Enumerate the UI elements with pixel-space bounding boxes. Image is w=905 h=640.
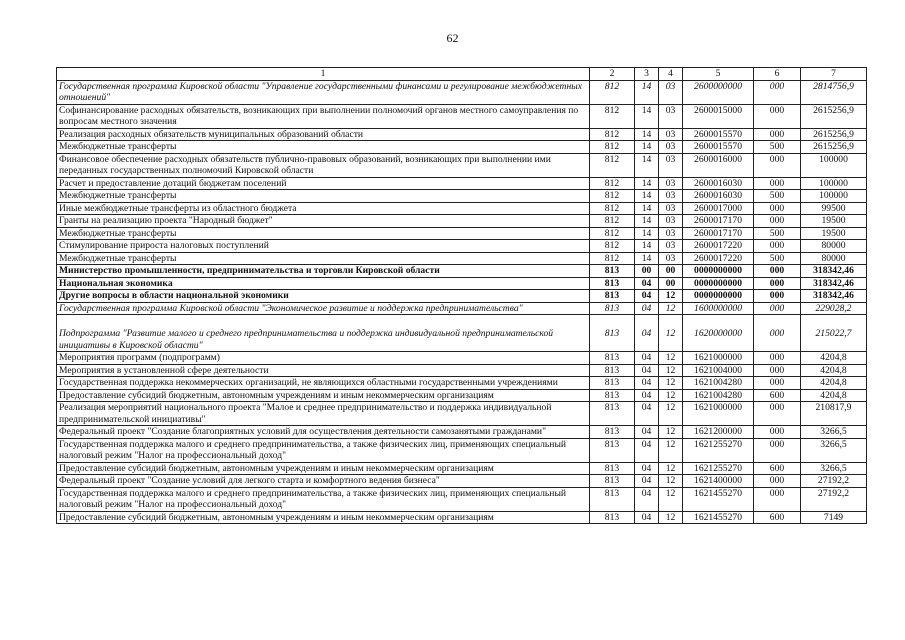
cell-subsection: 12 [659, 377, 683, 390]
cell-admin-code: 812 [590, 240, 635, 253]
cell-amount: 3266,5 [801, 462, 867, 475]
cell-subsection: 12 [659, 290, 683, 303]
cell-name: Софинансирование расходных обязательств, возникающих при выполнении полномочий органов местного самоуправления по вопросам местного значения [57, 104, 590, 128]
cell-target-article: 0000000000 [683, 290, 754, 303]
cell-amount: 99500 [801, 202, 867, 215]
cell-target-article: 1621000000 [683, 402, 754, 426]
table-row [57, 240, 867, 253]
cell-expense-type: 000 [754, 352, 801, 365]
column-header-target-article: 5 [683, 68, 754, 81]
cell-admin-code: 813 [590, 290, 635, 303]
cell-target-article: 1621400000 [683, 475, 754, 488]
table-row [57, 277, 867, 290]
cell-subsection: 03 [659, 104, 683, 128]
cell-subsection: 03 [659, 128, 683, 141]
cell-expense-type: 000 [754, 104, 801, 128]
table-row [57, 215, 867, 228]
cell-subsection: 03 [659, 141, 683, 154]
cell-amount: 4204,8 [801, 377, 867, 390]
budget-table [56, 67, 867, 524]
cell-section: 14 [635, 252, 659, 265]
cell-section: 14 [635, 177, 659, 190]
cell-section: 14 [635, 141, 659, 154]
cell-name: Государственная программа Кировской области "Управление государственными финансами и регулирование межбюджетных отношений" [57, 80, 590, 104]
cell-admin-code: 813 [590, 377, 635, 390]
cell-section: 04 [635, 438, 659, 462]
cell-target-article: 1621004000 [683, 364, 754, 377]
cell-target-article: 2600017220 [683, 252, 754, 265]
cell-name: Федеральный проект "Создание благоприятных условий для осуществления деятельности самозанятыми гражданами" [57, 426, 590, 439]
cell-name: Государственная поддержка малого и среднего предпринимательства, а также физических лиц, применяющих специальный налоговый режим "Налог на профессиональный доход" [57, 438, 590, 462]
cell-target-article: 2600016030 [683, 190, 754, 203]
cell-name: Предоставление субсидий бюджетным, автономным учреждениям и иным некоммерческим организациям [57, 462, 590, 475]
cell-target-article: 2600015000 [683, 104, 754, 128]
cell-section: 04 [635, 352, 659, 365]
table-row [57, 315, 867, 352]
cell-section: 14 [635, 215, 659, 228]
cell-expense-type: 000 [754, 177, 801, 190]
table-row [57, 128, 867, 141]
cell-amount: 80000 [801, 252, 867, 265]
cell-section: 04 [635, 315, 659, 352]
cell-amount: 80000 [801, 240, 867, 253]
cell-admin-code: 812 [590, 141, 635, 154]
cell-expense-type: 000 [754, 202, 801, 215]
cell-admin-code: 813 [590, 402, 635, 426]
cell-admin-code: 813 [590, 487, 635, 511]
cell-section: 04 [635, 389, 659, 402]
cell-section: 04 [635, 377, 659, 390]
cell-amount: 2615256,9 [801, 128, 867, 141]
cell-subsection: 03 [659, 80, 683, 104]
cell-expense-type: 000 [754, 128, 801, 141]
budget-table-body [57, 68, 867, 524]
table-row [57, 487, 867, 511]
cell-subsection: 03 [659, 240, 683, 253]
cell-target-article: 1621200000 [683, 426, 754, 439]
cell-subsection: 12 [659, 475, 683, 488]
cell-section: 04 [635, 277, 659, 290]
cell-amount: 100000 [801, 177, 867, 190]
cell-amount: 4204,8 [801, 352, 867, 365]
cell-target-article: 2600015570 [683, 141, 754, 154]
cell-target-article: 2600016000 [683, 153, 754, 177]
cell-subsection: 12 [659, 462, 683, 475]
cell-target-article: 1621004280 [683, 389, 754, 402]
cell-section: 04 [635, 475, 659, 488]
cell-admin-code: 813 [590, 389, 635, 402]
cell-name: Другие вопросы в области национальной экономики [57, 290, 590, 303]
cell-section: 04 [635, 302, 659, 315]
cell-amount: 27192,2 [801, 487, 867, 511]
table-row [57, 141, 867, 154]
cell-amount: 4204,8 [801, 389, 867, 402]
cell-section: 14 [635, 80, 659, 104]
cell-section: 04 [635, 487, 659, 511]
cell-subsection: 03 [659, 190, 683, 203]
table-header-row [57, 68, 867, 81]
table-row [57, 227, 867, 240]
cell-amount: 27192,2 [801, 475, 867, 488]
cell-target-article: 1621255270 [683, 462, 754, 475]
cell-expense-type: 000 [754, 438, 801, 462]
cell-name: Мероприятия в установленной сфере деятельности [57, 364, 590, 377]
column-header-admin-code: 2 [590, 68, 635, 81]
cell-expense-type: 000 [754, 153, 801, 177]
cell-amount: 3266,5 [801, 426, 867, 439]
cell-amount: 100000 [801, 190, 867, 203]
cell-amount: 4204,8 [801, 364, 867, 377]
cell-name: Межбюджетные трансферты [57, 252, 590, 265]
cell-subsection: 03 [659, 252, 683, 265]
cell-name: Подпрограмма "Развитие малого и среднего предпринимательства и поддержка индивидуальной предпринимательской инициативы в Кировской области" [57, 315, 590, 352]
table-row [57, 252, 867, 265]
column-header-expense-type: 6 [754, 68, 801, 81]
cell-name: Предоставление субсидий бюджетным, автономным учреждениям и иным некоммерческим организациям [57, 389, 590, 402]
cell-expense-type: 000 [754, 364, 801, 377]
cell-expense-type: 000 [754, 290, 801, 303]
cell-subsection: 00 [659, 265, 683, 278]
cell-section: 14 [635, 153, 659, 177]
cell-expense-type: 000 [754, 475, 801, 488]
table-row [57, 190, 867, 203]
cell-target-article: 1621455270 [683, 487, 754, 511]
table-row [57, 80, 867, 104]
table-row [57, 290, 867, 303]
cell-admin-code: 813 [590, 277, 635, 290]
table-row [57, 302, 867, 315]
cell-expense-type: 000 [754, 315, 801, 352]
cell-name: Федеральный проект "Создание условий для легкого старта и комфортного ведения бизнеса" [57, 475, 590, 488]
cell-name: Межбюджетные трансферты [57, 227, 590, 240]
column-header-amount: 7 [801, 68, 867, 81]
cell-expense-type: 000 [754, 265, 801, 278]
cell-target-article: 1621455270 [683, 511, 754, 524]
cell-subsection: 03 [659, 177, 683, 190]
cell-amount: 2615256,9 [801, 141, 867, 154]
cell-section: 14 [635, 202, 659, 215]
cell-section: 04 [635, 462, 659, 475]
cell-name: Реализация расходных обязательств муниципальных образований области [57, 128, 590, 141]
cell-target-article: 2600017000 [683, 202, 754, 215]
cell-name: Расчет и предоставление дотаций бюджетам поселений [57, 177, 590, 190]
cell-admin-code: 812 [590, 104, 635, 128]
cell-amount: 210817,9 [801, 402, 867, 426]
cell-target-article: 0000000000 [683, 265, 754, 278]
cell-target-article: 1620000000 [683, 315, 754, 352]
table-row [57, 377, 867, 390]
table-row [57, 265, 867, 278]
cell-name: Государственная поддержка некоммерческих организаций, не являющихся областными государственными учреждениями [57, 377, 590, 390]
cell-expense-type: 000 [754, 80, 801, 104]
cell-expense-type: 000 [754, 240, 801, 253]
cell-target-article: 2600017170 [683, 215, 754, 228]
cell-section: 14 [635, 104, 659, 128]
cell-admin-code: 813 [590, 265, 635, 278]
cell-target-article: 2600017220 [683, 240, 754, 253]
cell-subsection: 12 [659, 389, 683, 402]
cell-section: 14 [635, 227, 659, 240]
cell-section: 14 [635, 240, 659, 253]
cell-expense-type: 600 [754, 389, 801, 402]
cell-admin-code: 813 [590, 302, 635, 315]
table-row [57, 462, 867, 475]
cell-target-article: 1621255270 [683, 438, 754, 462]
cell-section: 04 [635, 290, 659, 303]
column-header-section: 3 [635, 68, 659, 81]
cell-subsection: 12 [659, 438, 683, 462]
cell-subsection: 12 [659, 426, 683, 439]
cell-name: Предоставление субсидий бюджетным, автономным учреждениям и иным некоммерческим организациям [57, 511, 590, 524]
cell-name: Государственная поддержка малого и среднего предпринимательства, а также физических лиц, применяющих специальный налоговый режим "Налог на профессиональный доход" [57, 487, 590, 511]
cell-section: 04 [635, 426, 659, 439]
cell-expense-type: 000 [754, 377, 801, 390]
cell-name: Финансовое обеспечение расходных обязательств публично-правовых образований, возникающих при выполнении ими переданных государственных полномочий Кировской области [57, 153, 590, 177]
cell-amount: 318342,46 [801, 265, 867, 278]
cell-name: Гранты на реализацию проекта "Народный бюджет" [57, 215, 590, 228]
cell-section: 04 [635, 511, 659, 524]
cell-expense-type: 500 [754, 252, 801, 265]
cell-amount: 3266,5 [801, 438, 867, 462]
cell-subsection: 03 [659, 215, 683, 228]
cell-expense-type: 000 [754, 215, 801, 228]
cell-expense-type: 500 [754, 141, 801, 154]
cell-amount: 2615256,9 [801, 104, 867, 128]
cell-target-article: 1621000000 [683, 352, 754, 365]
cell-target-article: 1600000000 [683, 302, 754, 315]
cell-name: Межбюджетные трансферты [57, 190, 590, 203]
cell-expense-type: 500 [754, 227, 801, 240]
table-row [57, 202, 867, 215]
cell-expense-type: 000 [754, 302, 801, 315]
cell-subsection: 03 [659, 202, 683, 215]
cell-target-article: 2600016030 [683, 177, 754, 190]
column-header-subsection: 4 [659, 68, 683, 81]
cell-target-article: 2600017170 [683, 227, 754, 240]
cell-amount: 7149 [801, 511, 867, 524]
cell-name: Национальная экономика [57, 277, 590, 290]
cell-admin-code: 812 [590, 128, 635, 141]
table-row [57, 153, 867, 177]
cell-admin-code: 812 [590, 153, 635, 177]
cell-admin-code: 813 [590, 511, 635, 524]
cell-section: 04 [635, 402, 659, 426]
cell-expense-type: 000 [754, 277, 801, 290]
cell-admin-code: 813 [590, 315, 635, 352]
cell-section: 04 [635, 364, 659, 377]
cell-name: Министерство промышленности, предпринимательства и торговли Кировской области [57, 265, 590, 278]
cell-admin-code: 813 [590, 438, 635, 462]
cell-subsection: 12 [659, 315, 683, 352]
page-number: 62 [446, 31, 459, 45]
cell-subsection: 03 [659, 227, 683, 240]
table-row [57, 389, 867, 402]
cell-amount: 229028,2 [801, 302, 867, 315]
table-row [57, 426, 867, 439]
table-row [57, 104, 867, 128]
cell-admin-code: 812 [590, 202, 635, 215]
cell-subsection: 12 [659, 402, 683, 426]
cell-expense-type: 500 [754, 190, 801, 203]
cell-admin-code: 813 [590, 352, 635, 365]
cell-subsection: 12 [659, 487, 683, 511]
cell-target-article: 0000000000 [683, 277, 754, 290]
table-row [57, 364, 867, 377]
table-row [57, 438, 867, 462]
cell-name: Государственная программа Кировской области "Экономическое развитие и поддержка предпринимательства" [57, 302, 590, 315]
cell-admin-code: 812 [590, 215, 635, 228]
cell-name: Иные межбюджетные трансферты из областного бюджета [57, 202, 590, 215]
cell-section: 00 [635, 265, 659, 278]
table-row [57, 475, 867, 488]
cell-amount: 19500 [801, 227, 867, 240]
cell-admin-code: 813 [590, 462, 635, 475]
cell-amount: 318342,46 [801, 290, 867, 303]
cell-expense-type: 600 [754, 511, 801, 524]
cell-admin-code: 812 [590, 227, 635, 240]
cell-admin-code: 813 [590, 426, 635, 439]
cell-amount: 100000 [801, 153, 867, 177]
cell-expense-type: 600 [754, 462, 801, 475]
cell-subsection: 03 [659, 153, 683, 177]
table-row [57, 177, 867, 190]
cell-admin-code: 812 [590, 80, 635, 104]
cell-subsection: 12 [659, 364, 683, 377]
cell-amount: 2814756,9 [801, 80, 867, 104]
table-row [57, 511, 867, 524]
cell-admin-code: 812 [590, 252, 635, 265]
cell-section: 14 [635, 190, 659, 203]
cell-expense-type: 000 [754, 402, 801, 426]
cell-admin-code: 812 [590, 177, 635, 190]
cell-amount: 19500 [801, 215, 867, 228]
cell-admin-code: 813 [590, 364, 635, 377]
cell-admin-code: 812 [590, 190, 635, 203]
cell-admin-code: 813 [590, 475, 635, 488]
cell-name: Реализация мероприятий национального проекта "Малое и среднее предпринимательство и поддержка индивидуальной предпринимательской инициативы" [57, 402, 590, 426]
cell-expense-type: 000 [754, 426, 801, 439]
cell-target-article: 2600015570 [683, 128, 754, 141]
cell-subsection: 12 [659, 302, 683, 315]
column-header-name: 1 [57, 68, 590, 81]
cell-section: 14 [635, 128, 659, 141]
cell-expense-type: 000 [754, 487, 801, 511]
table-row [57, 402, 867, 426]
cell-target-article: 2600000000 [683, 80, 754, 104]
cell-subsection: 12 [659, 511, 683, 524]
cell-target-article: 1621004280 [683, 377, 754, 390]
cell-name: Стимулирование прироста налоговых поступлений [57, 240, 590, 253]
cell-amount: 318342,46 [801, 277, 867, 290]
cell-amount: 215022,7 [801, 315, 867, 352]
cell-subsection: 12 [659, 352, 683, 365]
table-row [57, 352, 867, 365]
cell-name: Мероприятия программ (подпрограмм) [57, 352, 590, 365]
cell-subsection: 00 [659, 277, 683, 290]
cell-name: Межбюджетные трансферты [57, 141, 590, 154]
